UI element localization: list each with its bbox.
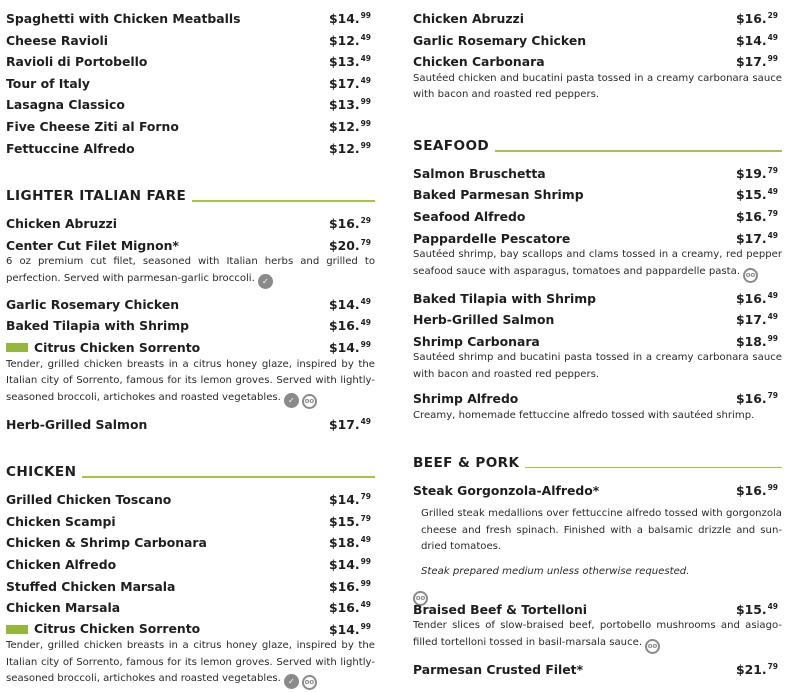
item-name: Citrus Chicken Sorrento (6, 618, 200, 640)
item-price: $17.99 (735, 54, 778, 70)
item-name: Chicken & Shrimp Carbonara (6, 535, 207, 551)
item-name: Fettuccine Alfredo (6, 140, 135, 156)
section-title: LIGHTER ITALIAN FARE (6, 188, 187, 205)
menu-item (6, 508, 375, 530)
item-description: Sautéed shrimp, bay scallops and clams tossed in a creamy, red pepper seafood sauce with asparagus, tomatoes and pappardelle pasta. oo (413, 247, 782, 283)
menu-item (413, 285, 782, 307)
menu-item (6, 486, 375, 508)
menu-item (413, 160, 782, 182)
menu-item (6, 551, 375, 573)
item-price: $16.29 (328, 216, 371, 232)
item-name: Tour of Italy (6, 75, 90, 91)
badge-row (413, 582, 782, 602)
circle-badge-icon: oo (302, 394, 317, 409)
item-name: Baked Tilapia with Shrimp (413, 290, 597, 306)
item-name: Pappardelle Pescatore (413, 230, 571, 246)
item-price: $15.79 (328, 513, 371, 529)
item-name: Braised Beef & Tortelloni (413, 601, 588, 617)
menu-item (6, 334, 375, 356)
section-rule (82, 476, 375, 478)
item-name: Cheese Ravioli (6, 32, 109, 48)
item-name: Parmesan Crusted Filet* (413, 661, 584, 677)
item-description: 6 oz premium cut filet, seasoned with Italian herbs and grilled to perfection. Served with parmesan-garlic broccoli. ✓ (6, 254, 375, 289)
item-description: Creamy, homemade fettuccine alfredo tossed with sautéed shrimp. (413, 410, 755, 422)
item-price: $14.49 (328, 296, 371, 312)
menu-item (413, 477, 782, 499)
item-name: Herb-Grilled Salmon (6, 416, 148, 432)
section-header (413, 136, 782, 156)
item-price: $20.79 (328, 237, 371, 253)
menu-item (6, 529, 375, 551)
menu-item (6, 312, 375, 334)
item-price: $15.49 (735, 601, 778, 617)
menu-item (6, 291, 375, 313)
item-price: $14.79 (328, 492, 371, 508)
menu-item (413, 5, 782, 27)
leaf-badge-icon: ✓ (258, 274, 273, 289)
menu-item (6, 411, 375, 433)
item-price: $16.49 (735, 290, 778, 306)
menu-item (6, 210, 375, 232)
item-price: $19.79 (735, 165, 778, 181)
circle-badge-icon: oo (302, 675, 317, 690)
item-name: Five Cheese Ziti al Forno (6, 118, 179, 134)
item-name: Chicken Alfredo (6, 557, 117, 572)
menu-item (6, 616, 375, 638)
menu-item (6, 135, 375, 157)
item-description: Sautéed chicken and bucatini pasta tossed in a creamy carbonara sauce with bacon and roasted red peppers. (413, 72, 782, 101)
item-name: Steak Gorgonzola-Alfredo* (413, 482, 600, 498)
menu-item (6, 91, 375, 113)
item-name: Chicken Abruzzi (6, 216, 118, 232)
item-description: Tender, grilled chicken breasts in a citrus honey glaze, inspired by the Italian city of Sorrento, famous for its lemon groves. Served with lightly-seasoned broccoli, artichokes and roasted vegetables. ✓ oo (6, 638, 375, 690)
menu-item (6, 48, 375, 70)
menu-item (413, 656, 782, 678)
leaf-badge-icon: ✓ (284, 674, 299, 689)
item-price: $13.99 (328, 97, 371, 113)
item-price: $16.99 (328, 578, 371, 594)
item-price: $12.99 (328, 140, 371, 156)
item-name: Herb-Grilled Salmon (413, 312, 555, 328)
menu-item (6, 70, 375, 92)
item-price: $13.49 (328, 54, 371, 70)
item-price: $18.49 (328, 535, 371, 551)
item-name: Garlic Rosemary Chicken (6, 296, 180, 312)
menu-item (413, 385, 782, 407)
section-rule (495, 150, 782, 152)
section-title: BEEF & PORK (413, 454, 520, 471)
item-price: $17.49 (735, 312, 778, 328)
item-description: Grilled steak medallions over fettuccine alfredo tossed with gorgonzola cheese and fresh spinach. Finished with a balsamic drizzle and sun-dried tomatoes. (421, 508, 782, 553)
menu-item (6, 594, 375, 616)
item-name: Center Cut Filet Mignon* (6, 237, 179, 253)
item-price: $14.99 (328, 340, 371, 356)
menu-item (6, 27, 375, 49)
item-note: Steak prepared medium unless otherwise requested. (421, 565, 690, 577)
item-price: $17.49 (328, 75, 371, 91)
section-lighter-italian-fare (6, 186, 375, 432)
item-name: Lasagna Classico (6, 97, 125, 113)
item-name: Chicken Marsala (6, 600, 121, 616)
section-beef-and-pork (413, 453, 782, 678)
menu-item (413, 225, 782, 247)
menu-item (6, 232, 375, 254)
item-name: Seafood Alfredo (413, 208, 526, 224)
item-name: Baked Parmesan Shrimp (413, 187, 584, 203)
item-price: $17.49 (735, 230, 778, 246)
menu-item (413, 27, 782, 49)
section-rule (525, 467, 782, 469)
item-price: $15.49 (735, 187, 778, 203)
circle-badge-icon: oo (645, 639, 660, 654)
item-description: Sautéed shrimp and bucatini pasta tossed in a creamy carbonara sauce with bacon and roasted red peppers. (413, 352, 782, 380)
right-menu-column (413, 0, 782, 677)
item-price: $16.49 (328, 600, 371, 616)
item-price: $16.99 (735, 482, 778, 498)
item-name: Spaghetti with Chicken Meatballs (6, 11, 241, 26)
item-name: Stuffed Chicken Marsala (6, 578, 176, 594)
new-tag-icon (6, 343, 28, 352)
item-price: $21.79 (735, 661, 778, 677)
item-price: $14.99 (328, 621, 371, 637)
section-rule (192, 200, 375, 202)
item-price: $18.99 (735, 333, 778, 349)
menu-item (413, 306, 782, 328)
menu-item (413, 203, 782, 225)
top-list-right (413, 0, 782, 104)
circle-badge-icon: oo (743, 268, 758, 283)
section-title: CHICKEN (6, 464, 77, 481)
item-price: $16.49 (328, 318, 371, 334)
item-name: Salmon Bruschetta (413, 165, 546, 181)
item-description: Tender, grilled chicken breasts in a citrus honey glaze, inspired by the Italian city of Sorrento, famous for its lemon groves. Served with lightly-seasoned broccoli, artichokes and roasted vegetables. ✓ oo (6, 357, 375, 409)
new-tag-icon (6, 625, 28, 634)
section-header (413, 453, 782, 473)
item-price: $14.99 (328, 557, 371, 572)
menu-item (413, 181, 782, 203)
item-name: Citrus Chicken Sorrento (6, 337, 200, 359)
item-name: Grilled Chicken Toscano (6, 492, 172, 508)
item-price: $12.99 (328, 118, 371, 134)
item-name: Ravioli di Portobello (6, 54, 148, 70)
item-name: Baked Tilapia with Shrimp (6, 318, 190, 334)
item-name: Chicken Abruzzi (413, 11, 525, 26)
item-name: Chicken Carbonara (413, 54, 545, 70)
menu-item (6, 5, 375, 27)
menu-item (413, 48, 782, 70)
item-name: Garlic Rosemary Chicken (413, 32, 587, 48)
left-menu-column (6, 0, 375, 692)
section-seafood (413, 136, 782, 425)
circle-badge-icon: oo (413, 591, 428, 606)
item-description: Tender slices of slow-braised beef, portobello mushrooms and asiago-filled tortelloni tossed in basil-marsala sauce. oo (413, 618, 782, 654)
item-price: $16.79 (735, 391, 778, 407)
section-header (6, 462, 375, 482)
item-name: Shrimp Carbonara (413, 333, 540, 349)
section-title: SEAFOOD (413, 137, 490, 154)
pasta-list (6, 0, 375, 156)
item-price: $16.29 (735, 11, 778, 26)
section-header (6, 186, 375, 206)
item-price: $16.79 (735, 208, 778, 224)
item-price: $14.49 (735, 32, 778, 48)
leaf-badge-icon: ✓ (284, 393, 299, 408)
item-price: $17.49 (328, 416, 371, 432)
menu-item (413, 328, 782, 350)
item-price: $14.99 (328, 11, 371, 26)
item-price: $12.49 (328, 32, 371, 48)
menu-item (6, 573, 375, 595)
menu-item (413, 596, 782, 618)
item-name: Shrimp Alfredo (413, 391, 519, 407)
item-name: Chicken Scampi (6, 513, 116, 529)
section-chicken (6, 462, 375, 690)
menu-item (6, 113, 375, 135)
